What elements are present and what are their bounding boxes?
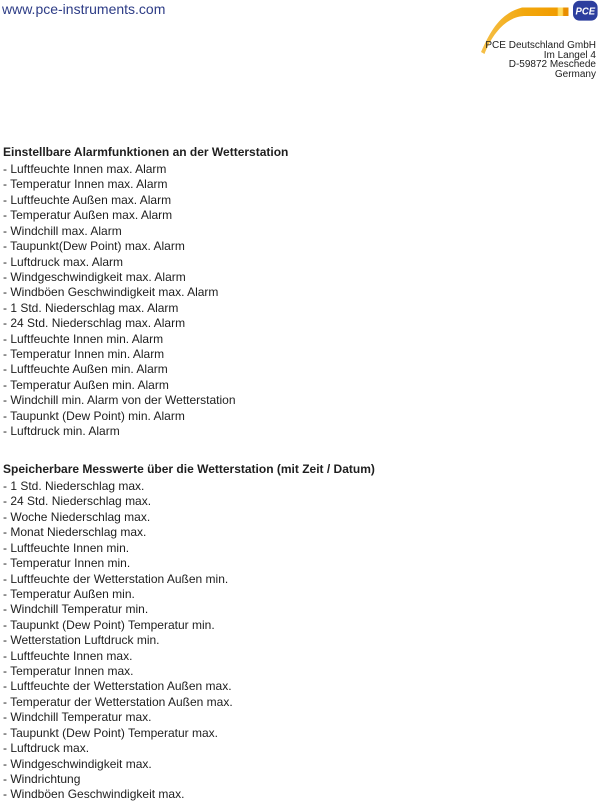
list-item: - Taupunkt(Dew Point) max. Alarm [3,239,185,254]
list-item: - Luftfeuchte Innen max. Alarm [3,162,167,176]
list-item: - Windrichtung [3,772,81,787]
list-item: - Temperatur Innen max. Alarm [3,177,168,192]
list-item: - 1 Std. Niederschlag max. [3,479,145,493]
address-company: PCE Deutschland GmbH [485,40,596,51]
list-item: - Woche Niederschlag max. [3,509,151,524]
list-item: - Monat Niederschlag max. [3,525,147,540]
address-country: Germany [554,69,596,81]
list-item: - Luftfeuchte Innen min. [3,540,130,555]
list-item: - Windgeschwindigkeit max. [3,756,152,771]
list-item: - Luftdruck max. [3,741,90,756]
list-item: - Temperatur Innen min. Alarm [3,347,165,362]
list-item: - 24 Std. Niederschlag max. Alarm [3,316,186,331]
list-item: - Wetterstation Luftdruck min. [3,633,160,648]
stored-value-item-list [3,479,600,803]
list-item: - Luftfeuchte Außen min. Alarm [3,362,168,377]
list-item: - 1 Std. Niederschlag max. Alarm [3,300,179,315]
list-item: - 24 Std. Niederschlag max. [3,494,152,509]
list-item: - Luftfeuchte der Wetterstation Außen min. [3,571,229,586]
website-link[interactable]: www.pce-instruments.com [2,1,166,17]
list-item: - Taupunkt (Dew Point) Temperatur max. [3,725,218,740]
list-item: - Temperatur der Wetterstation Außen max. [3,694,233,709]
list-item: - Luftfeuchte Innen min. Alarm [3,331,164,346]
alarm-item-list [3,162,600,440]
list-item: - Temperatur Innen min. [3,556,131,571]
section-stored-values [3,461,600,803]
list-item: - Temperatur Außen min. [3,586,135,601]
list-item: - Temperatur Außen max. Alarm [3,208,173,223]
section-title: Speicherbare Messwerte über die Wetterstation (mit Zeit / Datum) [3,462,375,476]
list-item: - Taupunkt (Dew Point) min. Alarm [3,408,185,423]
list-item: - Temperatur Innen max. [3,664,134,679]
list-item: - Windböen Geschwindigkeit max. Alarm [3,285,219,300]
list-item: - Taupunkt (Dew Point) Temperatur min. [3,617,215,632]
logo-badge-text: PCE [575,5,596,18]
list-item: - Windchill Temperatur min. [3,602,149,617]
list-item: - Luftdruck max. Alarm [3,254,124,269]
list-item: - Luftfeuchte Innen max. [3,648,133,663]
list-item: - Windchill max. Alarm [3,223,122,238]
list-item: - Windgeschwindigkeit max. Alarm [3,269,186,284]
list-item: - Windchill Temperatur max. [3,710,152,725]
address-city: D-59872 Meschede [508,59,596,71]
address-street: Im Langel 4 [543,49,596,61]
list-item: - Temperatur Außen min. Alarm [3,377,169,392]
section-alarm-functions [3,144,600,440]
list-item: - Luftdruck min. Alarm [3,424,120,439]
list-item: - Windböen Geschwindigkeit max. [3,787,185,802]
list-item: - Luftfeuchte der Wetterstation Außen max. [3,679,232,694]
list-item: - Windchill min. Alarm von der Wetterstation [3,393,236,408]
section-title: Einstellbare Alarmfunktionen an der Wetterstation [3,145,289,159]
list-item: - Luftfeuchte Außen max. Alarm [3,192,172,207]
company-address [485,41,596,80]
